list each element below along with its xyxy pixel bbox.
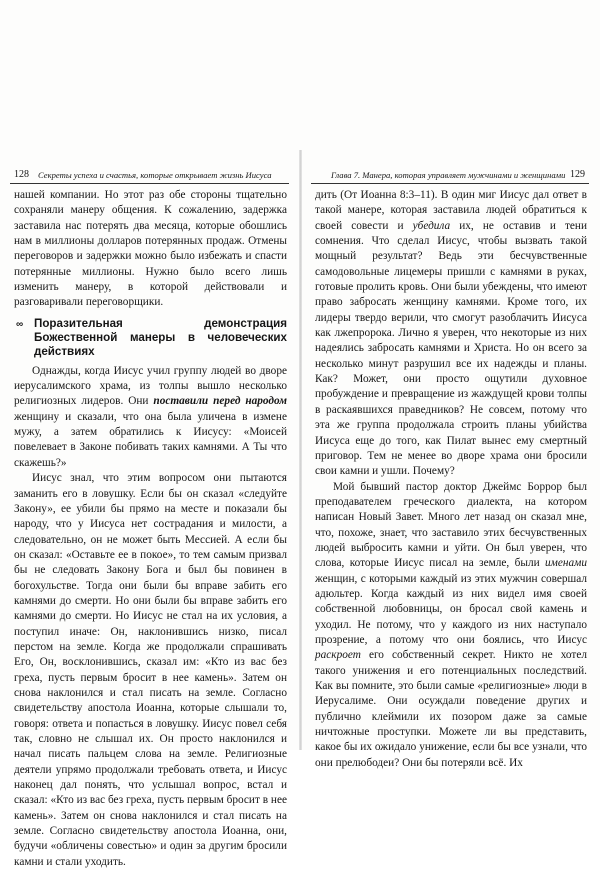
left-paragraph-1: нашей компании. Но этот раз обе стороны тщательно сохраняли манеру общения. К сожалению, задержка заставила нас потерять два месяца, которые обошлись нам в миллионы долларов потерянных продаж. Отмены переговоров и задержки можно было избежать и спасти потерянные миллионы. Нужно было всего лишь изменить манеру, в которой действовали и разговаривали переговорщики. (14, 189, 287, 309)
right-paragraph-2 (315, 480, 587, 772)
left-paragraph-2-emphasis: поставили перед народом (153, 395, 287, 408)
section-heading-text: Поразительная демонстрация Божественной манеры в человеческих действиях (34, 316, 287, 358)
right-page-body (315, 188, 587, 771)
right-paragraph-1-text-a: дить (От Иоанна 8:3–11). В один миг Иисус дал ответ в такой манере, которая заставила людей обратиться к своей совести и (315, 189, 587, 232)
right-paragraph-1 (315, 188, 587, 480)
left-running-title: Секреты успеха и счастья, которые открывает жизнь Иисуса (38, 170, 272, 180)
right-paragraph-1-text-b: их, не оставив и тени сомнения. Что сделал Иисус, чтобы вызвать такой мощный результат? Ведь эти бесчувственные самодовольные лицемеры пришли с камнями в руках, готовые пролить кровь. Они были убеждены, что имеют право забросать женщину камнями. Кроме того, их лидеры твердо верили, что смогут разоблачить Иисуса как лжепророка. Лично я уверен, что некоторые из них надеялись забросать камнями и Христа. Но он всего за несколько минут разрушил все их надежды и планы. Как? Может, они просто ощутили духовное пробуждение и превращение из жаждущей крови толпы в раскаявшихся праведников? Не совсем, потому что эта же группа продолжала строить планы убийства Иисуса еще до того, как Пилат вынес ему смертный приговор. Тем не менее во дворе храма они бросили свои камни и ушли. Почему? (315, 219, 587, 478)
left-paragraph-3: Иисус знал, что этим вопросом они пытаются заманить его в ловушку. Если бы он сказал «следуйте Закону», ее убили бы прямо на месте и показали бы народу, что у Иисуса нет сострадания и милости, а следовательно, он не может быть Мессией. А если бы он сказал: «Оставьте ее в покое», то тем самым призвал бы не следовать Закону Бога и был бы повинен в богохульстве. Тогда они были бы вправе забить его камнями до смерти. Но они были бы вправе забить его камнями до смерти. Но Иисус не стал на их условия, а поступил иначе: Он, наклонившись низко, писал перстом на земле. Когда же продолжали спрашивать Его, Он, восклонившись, сказал им: «Кто из вас без греха, пусть первым бросит в нее камень». Затем он снова наклонился и стал писать на земле. Согласно свидетельству апостола Иоанна, которые слышали то, говоря: ответа и попасться в ловушку. Иисус повел себя так, словно не слышал их. Он просто наклонился и начал писать пальцем слова на земле. Религиозные деятели упрямо продолжали требовать ответа, и Иисус наконец дал понять, что услышал вопрос, встал и сказал: «Кто из вас без греха, пусть первым бросит в нее камень». Затем он снова наклонился и стал писать на земле. Согласно свидетельству апостола Иоанна, они, будучи «обличены совестью» и один за другим бросили камни и стали уходить. (14, 472, 287, 868)
left-paragraph-2 (14, 364, 287, 471)
left-page-body (14, 188, 287, 870)
left-paragraph-2-text-b: женщину и сказали, что она была уличена в измене мужу, а затем обратились к Иисусу: «Моисей повелевает в Законе побивать таких камнями. А Ты что скажешь?» (14, 410, 287, 469)
section-heading (14, 317, 287, 359)
left-page (8, 168, 291, 868)
right-paragraph-2-text-c: его собственный секрет. Никто не хотел такого унижения и его потенциальных последствий. Как вы помните, это были самые «религиозные» люди в Иерусалиме. Они осуждали поведение других и публично клеймили их позором даже за самые ничтожные проступки. Можете ли вы представить, какое бы их ожидало унижение, если бы все узнали, что они прелюбодеи? Они бы потеряли всё. Их (315, 649, 587, 769)
section-ornament-icon: ∞ (16, 318, 24, 330)
right-page (309, 168, 591, 769)
right-paragraph-2-text-b: женщин, с которыми каждый из этих мужчин совершал адюльтер. Когда каждый из них видел имя своей собственной любовницы, он бросал свой камень и уходил. Не потому, что у каждого из них наступало прозрение, а потому что они боялись, что Иисус (315, 572, 587, 646)
right-running-title: Глава 7. Манера, которая управляет мужчинами и женщинами (331, 170, 566, 180)
right-header-rule (311, 183, 589, 184)
left-running-head (8, 168, 291, 182)
right-paragraph-2-emphasis-1: именами (545, 557, 587, 570)
right-paragraph-1-emphasis: убедила (412, 219, 451, 232)
book-gutter (299, 150, 302, 750)
right-paragraph-2-emphasis-2: раскроет (315, 649, 361, 662)
left-paragraph-2-text-a: Однажды, когда Иисус учил группу людей во дворе иерусалимского храма, из толпы вышло несколько религиозных лидеров. Они (14, 364, 287, 408)
left-page-number: 128 (14, 169, 29, 180)
right-page-number: 129 (570, 169, 585, 180)
right-paragraph-2-text-a: Мой бывший пастор доктор Джеймс Боррор был преподавателем греческого диалекта, на котором написан Новый Завет. Много лет назад он сказал мне, что, похоже, знает, что заставило этих бесчувственных людей выбросить камни и уйти. Он был уверен, что слова, которые Иисус писал на земле, были (315, 480, 587, 570)
right-running-head (309, 168, 591, 182)
left-header-rule (10, 183, 289, 184)
